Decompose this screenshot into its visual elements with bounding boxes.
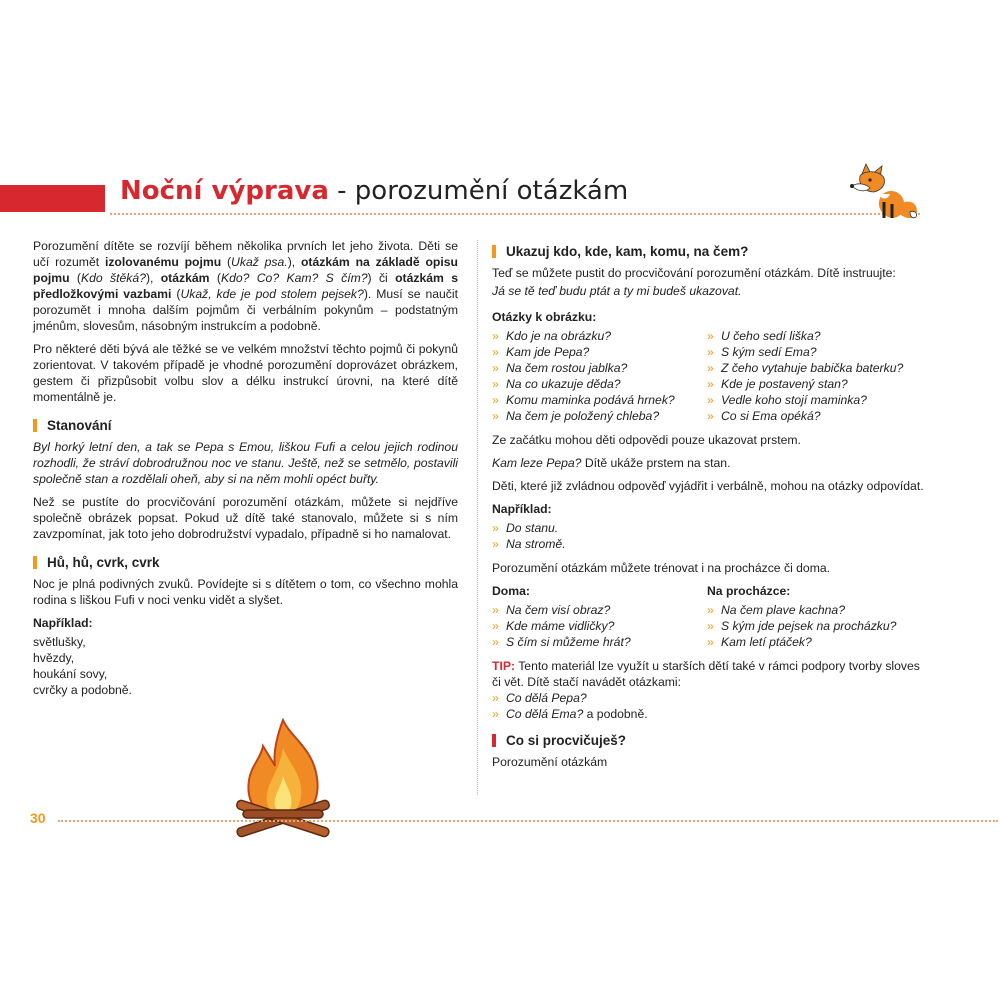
list-item: » Na čem plave kachna?: [707, 602, 922, 618]
italic-text-run: Kdo štěká?: [80, 271, 146, 285]
home-walk-grid: [492, 583, 932, 650]
list-item: » Co si Ema opéká?: [707, 408, 922, 424]
tip-paragraph: [492, 658, 932, 690]
bold-text-run: otázkám: [160, 271, 210, 285]
list-item: » U čeho sedí liška?: [707, 328, 922, 344]
list-item: » Na čem visí obraz?: [492, 602, 707, 618]
section-heading-huhu: [33, 554, 458, 571]
list-item: hvězdy,: [33, 651, 75, 665]
list-item: cvrčky a podobně.: [33, 683, 132, 697]
list-item: » Kde je postavený stan?: [707, 376, 922, 392]
heading-marker: [492, 245, 496, 258]
section-heading-stanovani: [33, 417, 458, 434]
tip-question: Co dělá Ema?: [506, 707, 584, 721]
list-item: » Kam letí ptáček?: [707, 634, 922, 650]
footer-dotted-rule: [58, 820, 998, 822]
list-item: » S čím si můžeme hrát?: [492, 634, 707, 650]
example-label: Například:: [492, 502, 552, 516]
text-run: (: [171, 287, 181, 301]
huhu-paragraph: Noc je plná podivných zvuků. Povídejte si s dítětem o tom, co všechno mohla rodina s liškou Fufi v noci venku vidět a slyšet.: [33, 577, 458, 607]
walk-label: Na procházce:: [707, 584, 791, 598]
tip-label: TIP:: [492, 659, 516, 673]
list-item: » Kde máme vidličky?: [492, 618, 707, 634]
text-run: ),: [145, 271, 161, 285]
list-item: » S kým sedí Ema?: [707, 344, 922, 360]
summary-text: Porozumění otázkám: [492, 755, 608, 769]
left-column: [33, 238, 458, 698]
list-item: » Komu maminka podává hrnek?: [492, 392, 707, 408]
heading-text: Ukazuj kdo, kde, kam, komu, na čem?: [506, 244, 749, 259]
questions-list-right: [707, 328, 922, 424]
list-item: » Na čem je položený chleba?: [492, 408, 707, 424]
heading-marker: [492, 734, 496, 747]
bold-text-run: otázkám s předložkovými vazbami: [33, 271, 459, 301]
title-dotted-rule: [110, 213, 920, 215]
example-list: [33, 634, 458, 698]
answers-list: [492, 520, 932, 552]
intro-paragraph-2: Pro některé děti bývá ale těžké se ve velkém množství těchto pojmů či pokynů zorientovat. V takovém případě je vhodné porozumění doprovázet obrázkem, gestem či přizpůsobit volbu slov a délku instrukcí úrovni, na které dítě momentálně je.: [33, 342, 458, 404]
paragraph-example-pointing: [492, 455, 932, 471]
tip-suffix: a podobně.: [583, 707, 648, 721]
list-item: » Kam jde Pepa?: [492, 344, 707, 360]
intro-text: Teď se můžete pustit do procvičování porozumění otázkám. Dítě instruujte:: [492, 266, 896, 280]
paragraph-practice: Porozumění otázkám můžete trénovat i na procházce či doma.: [492, 561, 831, 575]
paragraph-verbal: Děti, které již zvládnou odpověď vyjádřit i verbálně, mohou na otázky odpovídat.: [492, 479, 924, 493]
intro-paragraph-1: [33, 238, 458, 334]
text-run: ). Musí se naučit porozumět i mnoha dalším pojmům či verbálním pokynům – podstatným jménům, slovesům, násobným instrukcím a podobně.: [33, 287, 458, 333]
heading-marker: [33, 556, 37, 569]
fox-illustration: [848, 158, 920, 220]
text-run: ) či: [367, 271, 396, 285]
list-item: světlušky,: [33, 635, 86, 649]
stanovani-story: Byl horký letní den, a tak se Pepa s Emou, liškou Fufi a celou jejich rodinou rozhodli, že stráví dobrodružnou noc ve stanu. Ještě, než se setmělo, postavili společně stan a rozdělali oheň, aby si na něm mohli opéct buřty.: [33, 440, 458, 486]
example-label: Například:: [33, 616, 93, 630]
italic-text-run: Kdo? Co? Kam? S čím?: [220, 271, 368, 285]
right-column: [492, 243, 932, 777]
list-item: » Kdo je na obrázku?: [492, 328, 707, 344]
italic-text-run: Ukaž psa.: [231, 255, 288, 269]
bold-text-run: otázkám na základě opisu pojmu: [33, 255, 458, 285]
section-heading-practice: [492, 732, 932, 749]
column-divider: [477, 240, 478, 795]
italic-text-run: Ukaž, kde je pod stolem pejsek?: [180, 287, 364, 301]
paragraph-pointing: Ze začátku mohou děti odpovědi pouze ukazovat prstem.: [492, 433, 801, 447]
heading-text: Hů, hů, cvrk, cvrk: [47, 555, 160, 570]
questions-list-left: [492, 328, 707, 424]
home-list: [492, 602, 707, 650]
section-heading-ukazuj: [492, 243, 932, 260]
page-title: [120, 176, 628, 206]
walk-list: [707, 602, 922, 650]
text-run: Porozumění dítěte se rozvíjí během několika prvních let jeho života. Děti se učí rozumět: [33, 239, 458, 269]
heading-marker: [33, 419, 37, 432]
questions-label: Otázky k obrázku:: [492, 310, 597, 324]
instruction-text: Já se tě teď budu ptát a ty mi budeš ukazovat.: [492, 284, 742, 298]
italic-question: Kam leze Pepa?: [492, 456, 582, 470]
list-item: [492, 706, 932, 722]
list-item: » Na čem rostou jablka?: [492, 360, 707, 376]
page-title-rest: - porozumění otázkám: [328, 176, 629, 206]
bold-text-run: izolovanému pojmu: [104, 255, 222, 269]
tip-text: Tento materiál lze využít u starších dětí také v rámci podpory tvorby sloves či vět. Dítě stačí navádět otázkami:: [492, 659, 920, 689]
heading-text: Co si procvičuješ?: [506, 733, 627, 748]
questions-grid: [492, 328, 932, 424]
list-item: » S kým jde pejsek na procházku?: [707, 618, 922, 634]
list-item: houkání sovy,: [33, 667, 108, 681]
text-run: ),: [287, 255, 301, 269]
text-run: (: [69, 271, 81, 285]
tip-list: [492, 690, 932, 722]
answer-text: Dítě ukáže prstem na stan.: [581, 456, 731, 470]
text-run: (: [221, 255, 232, 269]
list-item: » Na co ukazuje děda?: [492, 376, 707, 392]
stanovani-paragraph: Než se pustíte do procvičování porozumění otázkám, můžete si nejdříve společně obrázek popsat. Pokud už dítě také stanovalo, můžete si s ním zavzpomínat, jak toto jeho dobrodružství vypadalo, případně si ho namalovat.: [33, 495, 458, 541]
list-item: » Vedle koho stojí maminka?: [707, 392, 922, 408]
list-item: » Z čeho vytahuje babička baterku?: [707, 360, 922, 376]
list-item: » Na stromě.: [492, 536, 932, 552]
page-title-main: Noční výprava: [120, 176, 329, 206]
page-number: 30: [30, 810, 46, 826]
heading-text: Stanování: [47, 418, 112, 433]
home-label: Doma:: [492, 584, 530, 598]
list-item: » Do stanu.: [492, 520, 932, 536]
text-run: (: [209, 271, 221, 285]
title-red-bar: [0, 185, 105, 212]
list-item: » Co dělá Pepa?: [492, 690, 932, 706]
